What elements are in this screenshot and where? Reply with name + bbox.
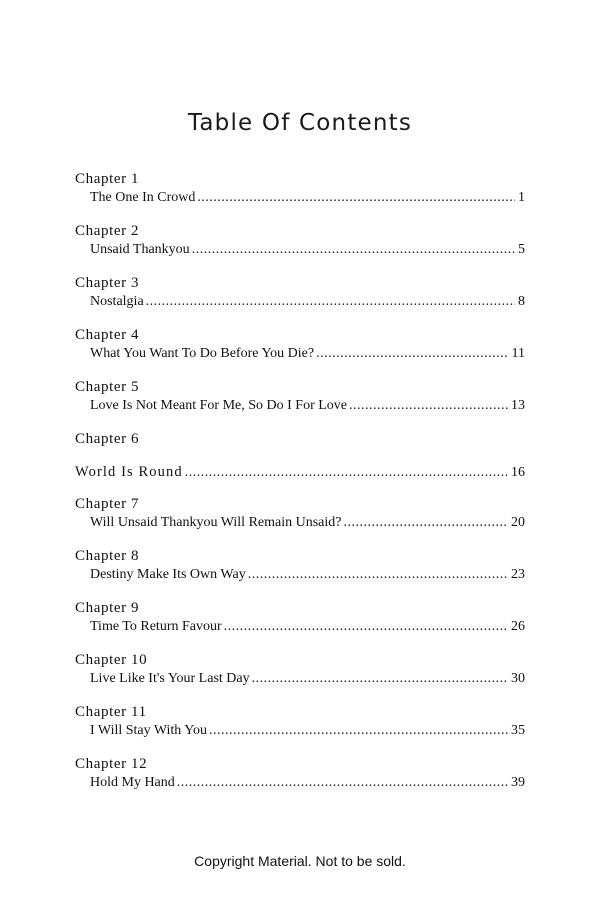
chapter-title: Will Unsaid Thankyou Will Remain Unsaid?: [90, 515, 342, 530]
page-number: 13: [511, 398, 525, 413]
page-number: 1: [518, 190, 525, 205]
dot-leader: [316, 345, 508, 363]
page-title: Table Of Contents: [187, 110, 413, 136]
page-number: 20: [511, 515, 525, 530]
toc-entry-chapter-12: [75, 755, 525, 807]
toc-entry-chapter-5: [75, 378, 525, 430]
dot-leader: [177, 774, 508, 792]
toc-entry-line: [90, 345, 525, 363]
chapter-label: Chapter 6: [75, 431, 140, 447]
page-number: 35: [511, 723, 525, 738]
toc-entry-line: [90, 618, 525, 636]
chapter-label: Chapter 3: [75, 275, 140, 291]
chapter-title: Live Like It's Your Last Day: [90, 671, 250, 686]
toc-entry-chapter-1: [75, 170, 525, 222]
chapter-title: Destiny Make Its Own Way: [90, 567, 246, 582]
dot-leader: [185, 464, 508, 482]
toc-entry-chapter-4: [75, 326, 525, 378]
chapter-label: Chapter 4: [75, 327, 140, 343]
chapter-label: Chapter 12: [75, 756, 148, 772]
chapter-title: What You Want To Do Before You Die?: [90, 346, 315, 361]
chapter-label: Chapter 10: [75, 652, 148, 668]
dot-leader: [349, 397, 508, 415]
chapter-label: Chapter 7: [75, 496, 140, 512]
toc-entry-line: [90, 397, 525, 415]
toc-entry-chapter-11: [75, 703, 525, 755]
toc-entry-line: [75, 463, 525, 481]
chapter-title: The One In Crowd: [90, 190, 196, 205]
page-number: 16: [511, 465, 525, 480]
dot-leader: [146, 293, 515, 311]
page-number: 26: [511, 619, 525, 634]
chapter-title: World Is Round: [75, 464, 183, 480]
chapter-title: Hold My Hand: [90, 775, 175, 790]
chapter-label: Chapter 8: [75, 548, 140, 564]
page-number: 30: [511, 671, 525, 686]
toc-entry-line: [90, 241, 525, 259]
page-number: 11: [511, 346, 525, 361]
toc-entry-line: [90, 670, 525, 688]
toc-entry-chapter-3: [75, 274, 525, 326]
dot-leader: [197, 189, 515, 207]
page-number: 8: [518, 294, 525, 309]
dot-leader: [248, 566, 508, 584]
toc-entry-chapter-7: [75, 495, 525, 547]
chapter-label: Chapter 5: [75, 379, 140, 395]
toc-entry-line: [90, 514, 525, 532]
toc-entry-chapter-6: [75, 430, 525, 495]
dot-leader: [192, 241, 515, 259]
chapter-title: Time To Return Favour: [90, 619, 222, 634]
copyright-notice: Copyright Material. Not to be sold.: [194, 853, 406, 869]
page-number: 5: [518, 242, 525, 257]
toc-entry-chapter-8: [75, 547, 525, 599]
chapter-label: Chapter 11: [75, 704, 147, 720]
page-number: 39: [511, 775, 525, 790]
toc-entry-line: [90, 566, 525, 584]
toc-list: [75, 170, 525, 807]
dot-leader: [344, 514, 509, 532]
chapter-title: Unsaid Thankyou: [90, 242, 190, 257]
page-number: 23: [511, 567, 525, 582]
toc-entry-chapter-10: [75, 651, 525, 703]
toc-entry-chapter-2: [75, 222, 525, 274]
toc-entry-line: [90, 722, 525, 740]
chapter-label: Chapter 1: [75, 171, 140, 187]
dot-leader: [224, 618, 508, 636]
chapter-label: Chapter 9: [75, 600, 140, 616]
chapter-label: Chapter 2: [75, 223, 140, 239]
toc-entry-line: [90, 189, 525, 207]
chapter-title: I Will Stay With You: [90, 723, 207, 738]
toc-entry-chapter-9: [75, 599, 525, 651]
toc-entry-line: [90, 774, 525, 792]
dot-leader: [252, 670, 508, 688]
toc-entry-line: [90, 293, 525, 311]
dot-leader: [209, 722, 508, 740]
chapter-title: Love Is Not Meant For Me, So Do I For Love: [90, 398, 348, 413]
chapter-title: Nostalgia: [90, 294, 144, 309]
